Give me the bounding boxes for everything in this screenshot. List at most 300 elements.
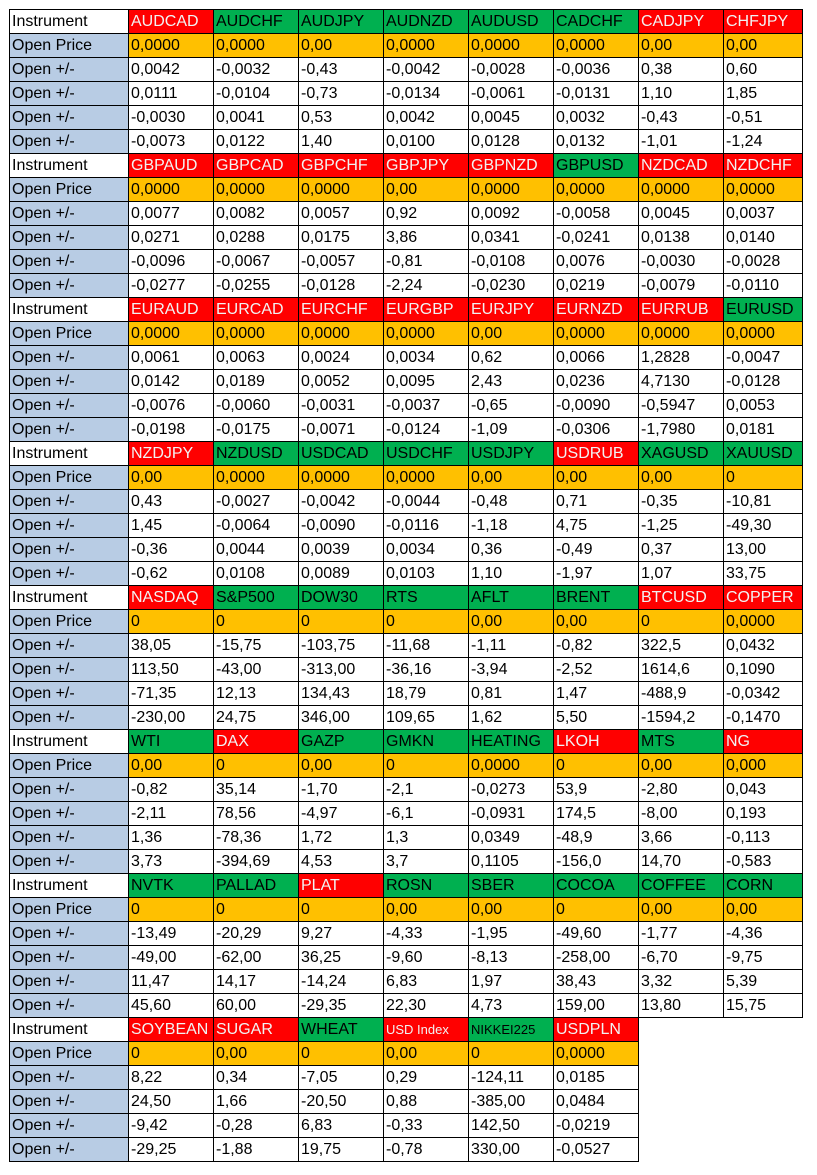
open-delta-cell: -0,0031: [299, 394, 384, 418]
open-price-cell: 0,00: [214, 1042, 299, 1066]
open-delta-label: Open +/-: [10, 1138, 129, 1162]
open-delta-cell: 60,00: [214, 994, 299, 1018]
open-delta-cell: 0,88: [384, 1090, 469, 1114]
open-delta-cell: -0,0128: [724, 370, 803, 394]
open-price-cell: 0,0000: [554, 178, 639, 202]
open-delta-cell: 0,36: [469, 538, 554, 562]
open-delta-cell: -0,62: [129, 562, 214, 586]
open-delta-cell: 14,17: [214, 970, 299, 994]
open-delta-row: [10, 658, 803, 682]
instrument-name: NG: [724, 730, 803, 754]
open-delta-label: Open +/-: [10, 130, 129, 154]
open-price-cell: 0,00: [554, 610, 639, 634]
instrument-name: SUGAR: [214, 1018, 299, 1042]
open-delta-cell: 0,0061: [129, 346, 214, 370]
open-delta-cell: 0,81: [469, 682, 554, 706]
open-delta-cell: 4,7130: [639, 370, 724, 394]
open-delta-cell: 24,50: [129, 1090, 214, 1114]
open-price-cell: 0,0000: [639, 178, 724, 202]
instrument-label: Instrument: [10, 442, 129, 466]
instrument-name: NZDJPY: [129, 442, 214, 466]
open-delta-row: [10, 274, 803, 298]
empty-cell: [724, 1018, 803, 1042]
open-price-row: [10, 34, 803, 58]
open-delta-cell: -0,0044: [384, 490, 469, 514]
open-price-cell: 0,0000: [384, 34, 469, 58]
empty-cell: [724, 1138, 803, 1162]
open-price-row: [10, 466, 803, 490]
open-delta-row: [10, 370, 803, 394]
open-delta-cell: 1,45: [129, 514, 214, 538]
instrument-name: GBPNZD: [469, 154, 554, 178]
instrument-name: EURJPY: [469, 298, 554, 322]
open-delta-label: Open +/-: [10, 370, 129, 394]
open-price-cell: 0: [299, 898, 384, 922]
instrument-name: GBPAUD: [129, 154, 214, 178]
instrument-name: USDRUB: [554, 442, 639, 466]
open-delta-label: Open +/-: [10, 970, 129, 994]
open-delta-label: Open +/-: [10, 394, 129, 418]
open-delta-cell: -2,11: [129, 802, 214, 826]
open-delta-row: [10, 490, 803, 514]
open-delta-cell: -0,0042: [299, 490, 384, 514]
open-delta-cell: -0,0036: [554, 58, 639, 82]
open-delta-cell: 330,00: [469, 1138, 554, 1162]
open-delta-row: [10, 562, 803, 586]
open-price-cell: 0,00: [724, 898, 803, 922]
open-price-label: Open Price: [10, 754, 129, 778]
empty-cell: [639, 1114, 724, 1138]
open-price-cell: 0,0000: [724, 610, 803, 634]
open-delta-cell: -0,0931: [469, 802, 554, 826]
open-delta-cell: -2,52: [554, 658, 639, 682]
open-delta-cell: 0,0122: [214, 130, 299, 154]
open-delta-row: [10, 250, 803, 274]
open-delta-cell: 0,0042: [384, 106, 469, 130]
open-delta-label: Open +/-: [10, 226, 129, 250]
open-delta-cell: -0,0110: [724, 274, 803, 298]
open-price-cell: 0,0000: [214, 322, 299, 346]
instrument-name: GAZP: [299, 730, 384, 754]
open-delta-cell: -0,28: [214, 1114, 299, 1138]
open-delta-cell: 3,32: [639, 970, 724, 994]
open-delta-cell: -385,00: [469, 1090, 554, 1114]
instrument-label: Instrument: [10, 586, 129, 610]
open-price-cell: 0,0000: [299, 466, 384, 490]
open-delta-cell: -0,0064: [214, 514, 299, 538]
open-price-cell: 0,0000: [639, 322, 724, 346]
open-price-cell: 0,0000: [554, 322, 639, 346]
open-delta-cell: -0,36: [129, 538, 214, 562]
open-delta-cell: 0,0175: [299, 226, 384, 250]
open-delta-cell: 15,75: [724, 994, 803, 1018]
open-delta-cell: 45,60: [129, 994, 214, 1018]
open-delta-cell: -0,0527: [554, 1138, 639, 1162]
open-delta-cell: -0,0277: [129, 274, 214, 298]
open-delta-label: Open +/-: [10, 418, 129, 442]
open-delta-row: [10, 394, 803, 418]
open-price-cell: 0: [639, 610, 724, 634]
instrument-name: DAX: [214, 730, 299, 754]
open-delta-cell: -1,09: [469, 418, 554, 442]
empty-cell: [724, 1042, 803, 1066]
instrument-name: GBPUSD: [554, 154, 639, 178]
open-delta-cell: 134,43: [299, 682, 384, 706]
open-price-cell: 0,0000: [129, 178, 214, 202]
open-price-cell: 0,00: [469, 322, 554, 346]
open-delta-cell: 0,0140: [724, 226, 803, 250]
instrument-name: USD Index: [384, 1018, 469, 1042]
instrument-name: EURGBP: [384, 298, 469, 322]
open-delta-cell: 5,39: [724, 970, 803, 994]
open-delta-label: Open +/-: [10, 922, 129, 946]
open-delta-cell: 14,70: [639, 850, 724, 874]
open-delta-label: Open +/-: [10, 106, 129, 130]
open-price-cell: 0,00: [639, 34, 724, 58]
open-delta-cell: 2,43: [469, 370, 554, 394]
open-delta-label: Open +/-: [10, 658, 129, 682]
open-delta-cell: 0,37: [639, 538, 724, 562]
open-delta-cell: 0,0132: [554, 130, 639, 154]
open-delta-cell: -6,1: [384, 802, 469, 826]
instrument-name: CHFJPY: [724, 10, 803, 34]
open-delta-cell: -1,97: [554, 562, 639, 586]
open-price-cell: 0,0000: [384, 466, 469, 490]
instrument-name: COPPER: [724, 586, 803, 610]
open-delta-cell: 3,86: [384, 226, 469, 250]
open-price-cell: 0: [129, 1042, 214, 1066]
open-delta-cell: -10,81: [724, 490, 803, 514]
open-delta-row: [10, 922, 803, 946]
open-delta-cell: -78,36: [214, 826, 299, 850]
open-price-cell: 0,0000: [214, 178, 299, 202]
instrument-name: AUDCHF: [214, 10, 299, 34]
open-delta-cell: -1,70: [299, 778, 384, 802]
open-delta-cell: 0,0089: [299, 562, 384, 586]
instrument-name: NZDUSD: [214, 442, 299, 466]
open-delta-row: [10, 778, 803, 802]
open-delta-cell: -6,70: [639, 946, 724, 970]
open-delta-cell: 0,0034: [384, 346, 469, 370]
empty-cell: [639, 1018, 724, 1042]
open-delta-row: [10, 82, 803, 106]
instrument-name: GMKN: [384, 730, 469, 754]
open-price-cell: 0: [724, 466, 803, 490]
instrument-name: BRENT: [554, 586, 639, 610]
instrument-label: Instrument: [10, 1018, 129, 1042]
open-delta-cell: -1594,2: [639, 706, 724, 730]
open-delta-cell: -0,0037: [384, 394, 469, 418]
open-delta-cell: 1,40: [299, 130, 384, 154]
open-delta-cell: 0,0057: [299, 202, 384, 226]
open-delta-label: Open +/-: [10, 562, 129, 586]
open-delta-cell: 9,27: [299, 922, 384, 946]
open-delta-cell: 38,43: [554, 970, 639, 994]
instrument-name: GBPCAD: [214, 154, 299, 178]
open-delta-cell: 0,0092: [469, 202, 554, 226]
open-delta-cell: 0,0349: [469, 826, 554, 850]
open-delta-cell: -0,0124: [384, 418, 469, 442]
open-delta-cell: -0,0175: [214, 418, 299, 442]
open-delta-cell: -1,01: [639, 130, 724, 154]
open-price-row: [10, 1042, 803, 1066]
instrument-name: LKOH: [554, 730, 639, 754]
open-delta-cell: -0,0057: [299, 250, 384, 274]
open-delta-cell: -13,49: [129, 922, 214, 946]
open-delta-cell: 0,71: [554, 490, 639, 514]
open-delta-cell: -2,1: [384, 778, 469, 802]
open-delta-label: Open +/-: [10, 850, 129, 874]
open-delta-cell: 142,50: [469, 1114, 554, 1138]
open-delta-cell: -0,0079: [639, 274, 724, 298]
open-delta-row: [10, 706, 803, 730]
open-delta-cell: 0,0024: [299, 346, 384, 370]
open-delta-cell: -230,00: [129, 706, 214, 730]
open-delta-cell: -313,00: [299, 658, 384, 682]
open-delta-cell: -0,0090: [299, 514, 384, 538]
instrument-row: [10, 586, 803, 610]
open-delta-label: Open +/-: [10, 778, 129, 802]
open-price-cell: 0,0000: [724, 322, 803, 346]
open-price-row: [10, 178, 803, 202]
open-price-cell: 0,00: [129, 466, 214, 490]
instrument-name: WHEAT: [299, 1018, 384, 1042]
open-delta-cell: -3,94: [469, 658, 554, 682]
instrument-name: NIKKEI225: [469, 1018, 554, 1042]
instrument-name: BTCUSD: [639, 586, 724, 610]
open-delta-cell: 11,47: [129, 970, 214, 994]
open-price-row: [10, 322, 803, 346]
open-price-table: [9, 9, 803, 1162]
open-delta-cell: -20,29: [214, 922, 299, 946]
open-delta-cell: -0,82: [554, 634, 639, 658]
open-delta-label: Open +/-: [10, 202, 129, 226]
open-delta-row: [10, 802, 803, 826]
open-delta-row: [10, 634, 803, 658]
instrument-name: USDCAD: [299, 442, 384, 466]
open-delta-cell: -4,36: [724, 922, 803, 946]
open-price-cell: 0,0000: [299, 322, 384, 346]
open-delta-cell: 0,0138: [639, 226, 724, 250]
open-delta-cell: 113,50: [129, 658, 214, 682]
instrument-name: SOYBEAN: [129, 1018, 214, 1042]
open-delta-cell: 0,0052: [299, 370, 384, 394]
open-delta-cell: -0,0108: [469, 250, 554, 274]
instrument-name: AUDNZD: [384, 10, 469, 34]
open-price-cell: 0,00: [469, 466, 554, 490]
open-delta-cell: -0,43: [639, 106, 724, 130]
open-delta-cell: -1,24: [724, 130, 803, 154]
instrument-name: EURCAD: [214, 298, 299, 322]
open-delta-row: [10, 946, 803, 970]
open-delta-cell: -0,0131: [554, 82, 639, 106]
open-price-cell: 0: [129, 898, 214, 922]
open-delta-cell: -1,77: [639, 922, 724, 946]
open-delta-cell: -71,35: [129, 682, 214, 706]
open-delta-label: Open +/-: [10, 346, 129, 370]
instrument-label: Instrument: [10, 298, 129, 322]
open-delta-cell: 1,2828: [639, 346, 724, 370]
open-delta-cell: 0,0341: [469, 226, 554, 250]
instrument-name: CADJPY: [639, 10, 724, 34]
open-delta-cell: 0,0100: [384, 130, 469, 154]
open-delta-cell: -0,0255: [214, 274, 299, 298]
open-delta-cell: -0,0104: [214, 82, 299, 106]
open-price-cell: 0,0000: [469, 178, 554, 202]
open-delta-cell: -2,80: [639, 778, 724, 802]
instrument-name: WTI: [129, 730, 214, 754]
open-delta-cell: -0,0028: [724, 250, 803, 274]
open-price-cell: 0,00: [469, 610, 554, 634]
instrument-name: USDJPY: [469, 442, 554, 466]
open-delta-cell: 0,43: [129, 490, 214, 514]
open-delta-row: [10, 202, 803, 226]
open-delta-cell: -9,75: [724, 946, 803, 970]
instrument-name: EURAUD: [129, 298, 214, 322]
open-delta-cell: -0,0073: [129, 130, 214, 154]
open-delta-row: [10, 346, 803, 370]
open-delta-cell: -0,0116: [384, 514, 469, 538]
instrument-name: PALLAD: [214, 874, 299, 898]
open-delta-cell: 12,13: [214, 682, 299, 706]
open-delta-cell: -0,0030: [129, 106, 214, 130]
open-delta-cell: -0,48: [469, 490, 554, 514]
instrument-label: Instrument: [10, 874, 129, 898]
open-delta-cell: 0,0063: [214, 346, 299, 370]
open-delta-cell: -8,00: [639, 802, 724, 826]
open-delta-label: Open +/-: [10, 634, 129, 658]
open-delta-cell: 33,75: [724, 562, 803, 586]
open-price-cell: 0: [214, 898, 299, 922]
open-delta-label: Open +/-: [10, 994, 129, 1018]
open-delta-cell: 1,10: [469, 562, 554, 586]
open-price-cell: 0: [299, 1042, 384, 1066]
open-delta-cell: 322,5: [639, 634, 724, 658]
open-price-cell: 0,0000: [469, 34, 554, 58]
open-delta-cell: 78,56: [214, 802, 299, 826]
open-price-cell: 0,0000: [129, 34, 214, 58]
open-price-cell: 0: [299, 610, 384, 634]
open-delta-cell: -4,33: [384, 922, 469, 946]
open-delta-cell: -0,43: [299, 58, 384, 82]
open-delta-cell: -0,0128: [299, 274, 384, 298]
open-delta-cell: 6,83: [384, 970, 469, 994]
open-delta-cell: -49,30: [724, 514, 803, 538]
open-delta-cell: 0,0034: [384, 538, 469, 562]
open-delta-cell: 13,80: [639, 994, 724, 1018]
instrument-name: MTS: [639, 730, 724, 754]
open-price-cell: 0,0000: [214, 466, 299, 490]
instrument-name: EURUSD: [724, 298, 803, 322]
open-delta-cell: 3,66: [639, 826, 724, 850]
open-delta-label: Open +/-: [10, 1066, 129, 1090]
open-delta-cell: 0,0066: [554, 346, 639, 370]
open-delta-cell: 0,60: [724, 58, 803, 82]
open-price-cell: 0,00: [384, 1042, 469, 1066]
open-delta-cell: -0,5947: [639, 394, 724, 418]
open-delta-cell: 0,0128: [469, 130, 554, 154]
open-delta-row: [10, 1066, 803, 1090]
open-delta-cell: 53,9: [554, 778, 639, 802]
instrument-name: EURCHF: [299, 298, 384, 322]
open-delta-label: Open +/-: [10, 1090, 129, 1114]
open-delta-cell: -29,25: [129, 1138, 214, 1162]
open-delta-cell: -14,24: [299, 970, 384, 994]
open-delta-row: [10, 58, 803, 82]
open-delta-cell: -0,0241: [554, 226, 639, 250]
open-delta-row: [10, 850, 803, 874]
open-delta-cell: -0,49: [554, 538, 639, 562]
open-price-cell: 0,00: [554, 466, 639, 490]
open-delta-cell: 4,53: [299, 850, 384, 874]
open-delta-label: Open +/-: [10, 538, 129, 562]
open-delta-cell: 1,97: [469, 970, 554, 994]
open-price-cell: 0: [384, 754, 469, 778]
open-delta-cell: -0,0096: [129, 250, 214, 274]
open-delta-cell: 1,62: [469, 706, 554, 730]
open-delta-cell: -15,75: [214, 634, 299, 658]
empty-cell: [639, 1090, 724, 1114]
instrument-name: USDCHF: [384, 442, 469, 466]
instrument-name: XAGUSD: [639, 442, 724, 466]
instrument-label: Instrument: [10, 10, 129, 34]
instrument-name: XAUUSD: [724, 442, 803, 466]
empty-cell: [639, 1066, 724, 1090]
open-price-cell: 0,0000: [214, 34, 299, 58]
open-delta-cell: 0,0288: [214, 226, 299, 250]
instrument-name: NVTK: [129, 874, 214, 898]
open-delta-cell: 0,0032: [554, 106, 639, 130]
open-delta-cell: -8,13: [469, 946, 554, 970]
open-delta-cell: 0,0236: [554, 370, 639, 394]
open-delta-row: [10, 1138, 803, 1162]
open-delta-cell: 0,0039: [299, 538, 384, 562]
instrument-row: [10, 874, 803, 898]
open-delta-cell: 0,0082: [214, 202, 299, 226]
instrument-label: Instrument: [10, 730, 129, 754]
open-delta-cell: -0,73: [299, 82, 384, 106]
open-delta-cell: 1,36: [129, 826, 214, 850]
open-delta-cell: 0,1105: [469, 850, 554, 874]
open-delta-cell: -7,05: [299, 1066, 384, 1090]
open-delta-cell: -0,583: [724, 850, 803, 874]
open-delta-row: [10, 514, 803, 538]
open-delta-cell: 0,0076: [554, 250, 639, 274]
instrument-name: CADCHF: [554, 10, 639, 34]
empty-cell: [724, 1066, 803, 1090]
open-delta-cell: 1,85: [724, 82, 803, 106]
table-body: [10, 10, 803, 1162]
open-delta-label: Open +/-: [10, 274, 129, 298]
open-price-cell: 0,0000: [299, 178, 384, 202]
open-delta-cell: 5,50: [554, 706, 639, 730]
open-delta-cell: 0,193: [724, 802, 803, 826]
open-delta-cell: 0,0108: [214, 562, 299, 586]
open-price-cell: 0,0000: [469, 754, 554, 778]
open-price-cell: 0,0000: [724, 178, 803, 202]
open-price-row: [10, 898, 803, 922]
open-price-label: Open Price: [10, 322, 129, 346]
open-delta-cell: -29,35: [299, 994, 384, 1018]
open-price-cell: 0: [214, 610, 299, 634]
open-price-cell: 0,0000: [554, 1042, 639, 1066]
instrument-name: S&P500: [214, 586, 299, 610]
open-price-cell: 0,00: [469, 898, 554, 922]
instrument-name: GBPJPY: [384, 154, 469, 178]
open-delta-cell: 19,75: [299, 1138, 384, 1162]
open-delta-row: [10, 418, 803, 442]
open-delta-cell: 346,00: [299, 706, 384, 730]
